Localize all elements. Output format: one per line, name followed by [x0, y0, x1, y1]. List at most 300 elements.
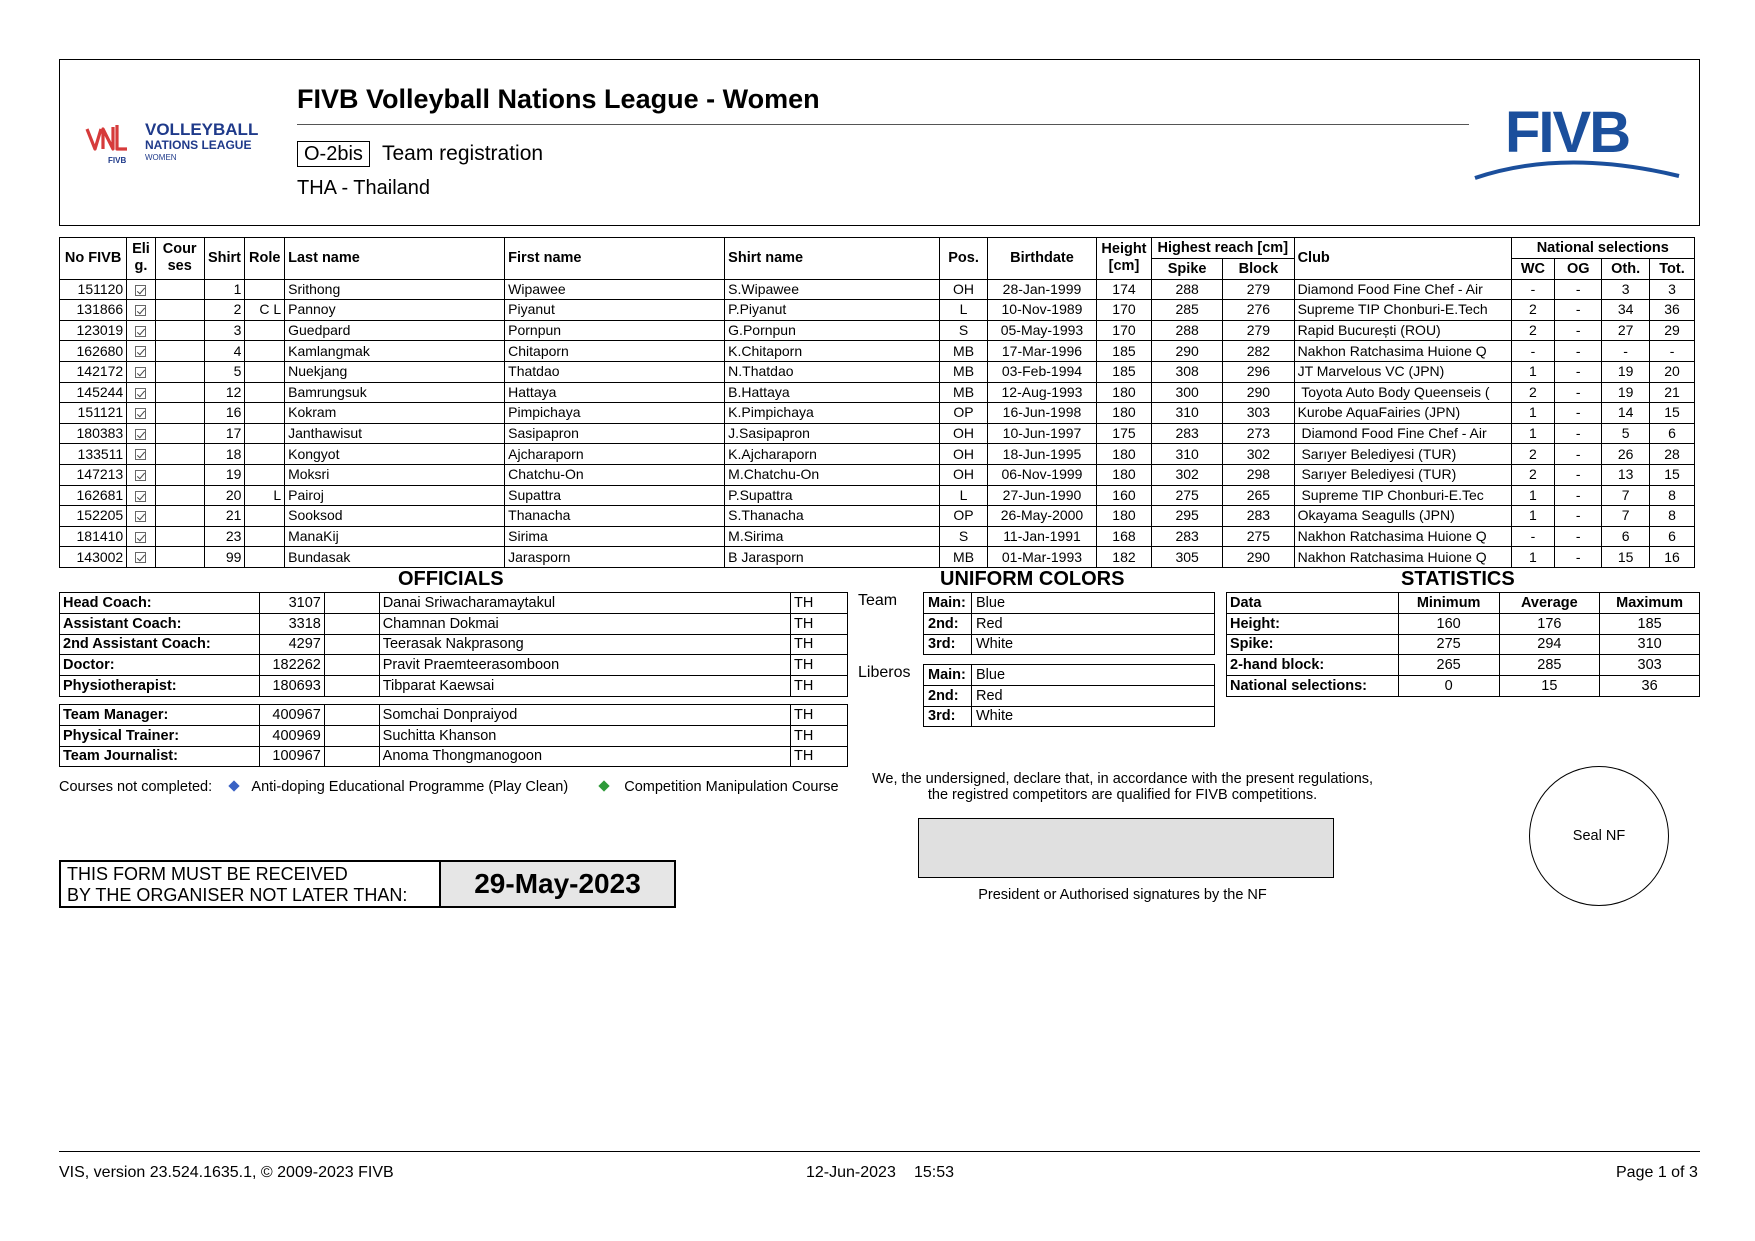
- stats-value: 36: [1600, 676, 1700, 697]
- cell-no-fivb: 133511: [60, 444, 127, 465]
- cell-club: Sarıyer Belediyesi (TUR): [1294, 464, 1511, 485]
- table-row: [60, 403, 1695, 424]
- checkbox-checked-icon: [135, 532, 146, 543]
- col-tot: Tot.: [1650, 258, 1695, 279]
- cell-pos: L: [940, 485, 988, 506]
- cell-pos: MB: [940, 382, 988, 403]
- table-row: [60, 485, 1695, 506]
- col-og: OG: [1555, 258, 1602, 279]
- official-name: Teerasak Nakprasong: [379, 634, 790, 655]
- cell-last-name: Bundasak: [285, 547, 505, 568]
- checkbox-checked-icon: [135, 429, 146, 440]
- cell-no-fivb: 151121: [60, 403, 127, 424]
- official-blank: [324, 655, 379, 676]
- cell-wc: -: [1511, 279, 1555, 300]
- uniform-color: Blue: [971, 593, 1214, 614]
- cell-shirt-name: N.Thatdao: [725, 361, 940, 382]
- uniform-row: [924, 634, 1215, 655]
- cell-tot: 15: [1650, 464, 1695, 485]
- deadline-box: [59, 860, 676, 908]
- cell-no-fivb: 162681: [60, 485, 127, 506]
- cell-first-name: Sasipapron: [505, 423, 725, 444]
- page-title: FIVB Volleyball Nations League - Women: [297, 84, 820, 114]
- declaration-line-2: the registred competitors are qualified for FIVB competitions.: [927, 787, 1318, 803]
- cell-tot: 8: [1650, 485, 1695, 506]
- cell-eligible: [127, 341, 156, 362]
- cell-oth: 27: [1602, 320, 1650, 341]
- cell-spike: 310: [1151, 444, 1222, 465]
- stats-row: [1227, 634, 1700, 655]
- cell-courses: [155, 341, 204, 362]
- cell-tot: 3: [1650, 279, 1695, 300]
- cell-shirt-name: G.Pornpun: [725, 320, 940, 341]
- cell-height: 185: [1096, 361, 1151, 382]
- official-row: [60, 705, 848, 726]
- seal-circle: [1529, 766, 1669, 906]
- cell-courses: [155, 403, 204, 424]
- cell-spike: 290: [1151, 341, 1222, 362]
- col-club: Club: [1294, 238, 1511, 280]
- cell-last-name: Sooksod: [285, 506, 505, 527]
- cell-oth: 3: [1602, 279, 1650, 300]
- official-no: 400967: [259, 705, 324, 726]
- table-row: [60, 300, 1695, 321]
- cell-oth: 7: [1602, 506, 1650, 527]
- cell-block: 303: [1223, 403, 1294, 424]
- cell-role: [245, 382, 285, 403]
- official-name: Suchitta Khanson: [379, 725, 790, 746]
- checkbox-checked-icon: [135, 491, 146, 502]
- cell-birthdate: 26-May-2000: [987, 506, 1096, 527]
- official-nat: TH: [791, 634, 848, 655]
- cell-birthdate: 11-Jan-1991: [987, 526, 1096, 547]
- stats-label: Height:: [1227, 613, 1399, 634]
- players-table: [59, 237, 1695, 568]
- cell-role: [245, 403, 285, 424]
- cell-tot: 20: [1650, 361, 1695, 382]
- cell-oth: 19: [1602, 382, 1650, 403]
- cell-club: Okayama Seagulls (JPN): [1294, 506, 1511, 527]
- footer-time: 15:53: [914, 1164, 955, 1181]
- cell-block: 276: [1223, 300, 1294, 321]
- official-name: Somchai Donpraiyod: [379, 705, 790, 726]
- footer-page: Page 1 of 3: [1616, 1164, 1698, 1181]
- cell-spike: 283: [1151, 526, 1222, 547]
- cell-shirt-name: P.Supattra: [725, 485, 940, 506]
- footer-divider: [59, 1151, 1700, 1152]
- cell-og: -: [1555, 300, 1602, 321]
- official-row: [60, 613, 848, 634]
- cell-last-name: Moksri: [285, 464, 505, 485]
- cell-og: -: [1555, 279, 1602, 300]
- cell-block: 275: [1223, 526, 1294, 547]
- official-nat: TH: [791, 613, 848, 634]
- cell-first-name: Chitaporn: [505, 341, 725, 362]
- official-nat: TH: [791, 655, 848, 676]
- table-row: [60, 320, 1695, 341]
- cell-club: Nakhon Ratchasima Huione Q: [1294, 526, 1511, 547]
- official-role: Team Journalist:: [60, 746, 260, 767]
- cell-block: 265: [1223, 485, 1294, 506]
- stats-col-average: Average: [1499, 593, 1600, 614]
- cell-last-name: Bamrungsuk: [285, 382, 505, 403]
- cell-courses: [155, 382, 204, 403]
- col-no-fivb: No FIVB: [60, 238, 127, 280]
- checkbox-checked-icon: [135, 305, 146, 316]
- uniform-liberos-label: Liberos: [858, 664, 911, 681]
- cell-pos: OH: [940, 444, 988, 465]
- cell-wc: -: [1511, 341, 1555, 362]
- official-blank: [324, 676, 379, 697]
- checkbox-checked-icon: [135, 326, 146, 337]
- cell-block: 290: [1223, 547, 1294, 568]
- deadline-date: 29-May-2023: [441, 862, 674, 906]
- cell-shirt: 12: [204, 382, 245, 403]
- cell-no-fivb: 147213: [60, 464, 127, 485]
- cell-club: Sarıyer Belediyesi (TUR): [1294, 444, 1511, 465]
- cell-spike: 310: [1151, 403, 1222, 424]
- official-role: Team Manager:: [60, 705, 260, 726]
- cell-block: 279: [1223, 320, 1294, 341]
- official-nat: TH: [791, 705, 848, 726]
- cell-shirt: 99: [204, 547, 245, 568]
- cell-tot: 16: [1650, 547, 1695, 568]
- cell-height: 170: [1096, 320, 1151, 341]
- cell-first-name: Thanacha: [505, 506, 725, 527]
- cell-og: -: [1555, 506, 1602, 527]
- cell-pos: OH: [940, 464, 988, 485]
- cell-eligible: [127, 423, 156, 444]
- official-blank: [324, 705, 379, 726]
- fivb-logo: [1473, 100, 1689, 190]
- cell-shirt: 1: [204, 279, 245, 300]
- declaration-text: [860, 771, 1385, 803]
- cell-no-fivb: 151120: [60, 279, 127, 300]
- cell-og: -: [1555, 485, 1602, 506]
- stats-value: 176: [1499, 613, 1600, 634]
- table-row: [60, 547, 1695, 568]
- cell-club: Toyota Auto Body Queenseis (: [1294, 382, 1511, 403]
- diamond-green-icon: [599, 780, 610, 791]
- uniform-row: [924, 706, 1215, 727]
- stats-col-maximum: Maximum: [1600, 593, 1700, 614]
- cell-spike: 305: [1151, 547, 1222, 568]
- uniform-row: [924, 613, 1215, 634]
- seal-label: Seal NF: [1572, 828, 1626, 844]
- stats-col-minimum: Minimum: [1398, 593, 1499, 614]
- cell-first-name: Sirima: [505, 526, 725, 547]
- courses-legend: [59, 779, 839, 795]
- cell-last-name: Kongyot: [285, 444, 505, 465]
- uniform-color: Red: [971, 685, 1214, 706]
- col-height: Height [cm]: [1096, 238, 1151, 280]
- cell-wc: 1: [1511, 506, 1555, 527]
- col-pos: Pos.: [940, 238, 988, 280]
- uniform-kind: 2nd:: [924, 613, 972, 634]
- cell-oth: 19: [1602, 361, 1650, 382]
- cell-club: Rapid București (ROU): [1294, 320, 1511, 341]
- uniform-color: Red: [971, 613, 1214, 634]
- cell-first-name: Pimpichaya: [505, 403, 725, 424]
- official-role: 2nd Assistant Coach:: [60, 634, 260, 655]
- cell-pos: S: [940, 320, 988, 341]
- cell-courses: [155, 485, 204, 506]
- cell-eligible: [127, 547, 156, 568]
- table-row: [60, 464, 1695, 485]
- form-code: O-2bis: [297, 141, 370, 167]
- cell-height: 180: [1096, 464, 1151, 485]
- vnl-logo: [83, 115, 283, 165]
- cell-birthdate: 18-Jun-1995: [987, 444, 1096, 465]
- table-row: [60, 361, 1695, 382]
- cell-role: C L: [245, 300, 285, 321]
- cell-no-fivb: 145244: [60, 382, 127, 403]
- cell-wc: 2: [1511, 444, 1555, 465]
- uniform-kind: 3rd:: [924, 706, 972, 727]
- cell-last-name: Pairoj: [285, 485, 505, 506]
- official-row: [60, 655, 848, 676]
- cell-first-name: Wipawee: [505, 279, 725, 300]
- cell-role: [245, 341, 285, 362]
- cell-birthdate: 12-Aug-1993: [987, 382, 1096, 403]
- stats-row: [1227, 676, 1700, 697]
- cell-pos: L: [940, 300, 988, 321]
- cell-club: Diamond Food Fine Chef - Air: [1294, 279, 1511, 300]
- uniform-row: [924, 665, 1215, 686]
- official-no: 3318: [259, 613, 324, 634]
- signature-box[interactable]: [918, 818, 1334, 878]
- cell-eligible: [127, 506, 156, 527]
- cell-first-name: Piyanut: [505, 300, 725, 321]
- official-name: Danai Sriwacharamaytakul: [379, 593, 790, 614]
- cell-og: -: [1555, 464, 1602, 485]
- cell-oth: 15: [1602, 547, 1650, 568]
- svg-text:WOMEN: WOMEN: [145, 153, 177, 162]
- cell-birthdate: 05-May-1993: [987, 320, 1096, 341]
- checkbox-checked-icon: [135, 388, 146, 399]
- cell-wc: -: [1511, 526, 1555, 547]
- stats-col-data: Data: [1227, 593, 1399, 614]
- cell-shirt-name: K.Pimpichaya: [725, 403, 940, 424]
- col-last-name: Last name: [285, 238, 505, 280]
- official-role: Assistant Coach:: [60, 613, 260, 634]
- official-nat: TH: [791, 676, 848, 697]
- checkbox-checked-icon: [135, 470, 146, 481]
- cell-shirt: 19: [204, 464, 245, 485]
- col-shirt-name: Shirt name: [725, 238, 940, 280]
- cell-block: 279: [1223, 279, 1294, 300]
- cell-tot: 28: [1650, 444, 1695, 465]
- svg-text:FIVB: FIVB: [108, 156, 127, 165]
- cell-block: 290: [1223, 382, 1294, 403]
- cell-og: -: [1555, 547, 1602, 568]
- cell-shirt-name: K.Ajcharaporn: [725, 444, 940, 465]
- uniform-team-label: Team: [858, 592, 898, 609]
- cell-last-name: Guedpard: [285, 320, 505, 341]
- cell-last-name: Pannoy: [285, 300, 505, 321]
- official-row: [60, 725, 848, 746]
- stats-row: [1227, 655, 1700, 676]
- stats-row: [1227, 613, 1700, 634]
- cell-tot: 36: [1650, 300, 1695, 321]
- cell-shirt: 18: [204, 444, 245, 465]
- col-oth: Oth.: [1602, 258, 1650, 279]
- cell-shirt-name: M.Sirima: [725, 526, 940, 547]
- cell-birthdate: 03-Feb-1994: [987, 361, 1096, 382]
- course-competition-manipulation: Competition Manipulation Course: [624, 779, 839, 795]
- cell-eligible: [127, 485, 156, 506]
- col-spike: Spike: [1151, 258, 1222, 279]
- checkbox-checked-icon: [135, 511, 146, 522]
- cell-shirt: 23: [204, 526, 245, 547]
- stats-value: 285: [1499, 655, 1600, 676]
- cell-shirt: 2: [204, 300, 245, 321]
- declaration-line-1: We, the undersigned, declare that, in accordance with the present regulations,: [871, 771, 1374, 787]
- team-name: THA - Thailand: [297, 177, 431, 199]
- cell-eligible: [127, 320, 156, 341]
- table-row: [60, 341, 1695, 362]
- cell-og: -: [1555, 403, 1602, 424]
- stats-value: 275: [1398, 634, 1499, 655]
- cell-spike: 302: [1151, 464, 1222, 485]
- uniform-row: [924, 593, 1215, 614]
- cell-club: Nakhon Ratchasima Huione Q: [1294, 547, 1511, 568]
- cell-last-name: ManaKij: [285, 526, 505, 547]
- cell-birthdate: 01-Mar-1993: [987, 547, 1096, 568]
- col-block: Block: [1223, 258, 1294, 279]
- official-role: Doctor:: [60, 655, 260, 676]
- cell-block: 282: [1223, 341, 1294, 362]
- official-role: Physical Trainer:: [60, 725, 260, 746]
- cell-first-name: Jarasporn: [505, 547, 725, 568]
- cell-tot: 15: [1650, 403, 1695, 424]
- cell-no-fivb: 131866: [60, 300, 127, 321]
- cell-shirt-name: K.Chitaporn: [725, 341, 940, 362]
- cell-wc: 1: [1511, 423, 1555, 444]
- cell-role: [245, 423, 285, 444]
- cell-block: 296: [1223, 361, 1294, 382]
- official-blank: [324, 634, 379, 655]
- cell-last-name: Nuekjang: [285, 361, 505, 382]
- cell-wc: 2: [1511, 464, 1555, 485]
- cell-oth: -: [1602, 341, 1650, 362]
- official-row: [60, 676, 848, 697]
- cell-first-name: Pornpun: [505, 320, 725, 341]
- cell-og: -: [1555, 444, 1602, 465]
- svg-text:FIVB: FIVB: [1505, 100, 1630, 165]
- cell-height: 160: [1096, 485, 1151, 506]
- form-name: Team registration: [382, 142, 544, 165]
- cell-eligible: [127, 361, 156, 382]
- uniform-kind: Main:: [924, 665, 972, 686]
- officials-title: OFFICIALS: [398, 568, 504, 590]
- official-role: Head Coach:: [60, 593, 260, 614]
- cell-last-name: Kamlangmak: [285, 341, 505, 362]
- table-row: [60, 444, 1695, 465]
- cell-spike: 288: [1151, 320, 1222, 341]
- stats-label: Spike:: [1227, 634, 1399, 655]
- cell-height: 180: [1096, 444, 1151, 465]
- cell-birthdate: 06-Nov-1999: [987, 464, 1096, 485]
- cell-shirt-name: J.Sasipapron: [725, 423, 940, 444]
- cell-birthdate: 10-Jun-1997: [987, 423, 1096, 444]
- cell-tot: 29: [1650, 320, 1695, 341]
- cell-shirt: 4: [204, 341, 245, 362]
- col-wc: WC: [1511, 258, 1555, 279]
- cell-courses: [155, 300, 204, 321]
- official-blank: [324, 613, 379, 634]
- col-role: Role: [245, 238, 285, 280]
- uniform-kind: 2nd:: [924, 685, 972, 706]
- signature-caption: President or Authorised signatures by the NF: [978, 887, 1267, 903]
- cell-block: 298: [1223, 464, 1294, 485]
- cell-spike: 285: [1151, 300, 1222, 321]
- cell-oth: 26: [1602, 444, 1650, 465]
- cell-birthdate: 10-Nov-1989: [987, 300, 1096, 321]
- officials-table-1: [59, 592, 848, 697]
- official-no: 182262: [259, 655, 324, 676]
- col-shirt: Shirt: [204, 238, 245, 280]
- cell-courses: [155, 279, 204, 300]
- cell-height: 180: [1096, 403, 1151, 424]
- official-nat: TH: [791, 746, 848, 767]
- stats-label: 2-hand block:: [1227, 655, 1399, 676]
- cell-no-fivb: 152205: [60, 506, 127, 527]
- courses-label: Courses not completed:: [59, 779, 213, 795]
- cell-wc: 1: [1511, 403, 1555, 424]
- cell-courses: [155, 526, 204, 547]
- cell-courses: [155, 506, 204, 527]
- cell-club: Supreme TIP Chonburi-E.Tech: [1294, 300, 1511, 321]
- cell-first-name: Thatdao: [505, 361, 725, 382]
- official-no: 180693: [259, 676, 324, 697]
- cell-no-fivb: 142172: [60, 361, 127, 382]
- cell-block: 283: [1223, 506, 1294, 527]
- cell-first-name: Supattra: [505, 485, 725, 506]
- cell-block: 273: [1223, 423, 1294, 444]
- statistics-title: STATISTICS: [1401, 568, 1515, 590]
- official-name: Pravit Praemteerasomboon: [379, 655, 790, 676]
- cell-no-fivb: 181410: [60, 526, 127, 547]
- cell-tot: -: [1650, 341, 1695, 362]
- cell-shirt-name: P.Piyanut: [725, 300, 940, 321]
- uniform-kind: Main:: [924, 593, 972, 614]
- cell-no-fivb: 180383: [60, 423, 127, 444]
- cell-pos: S: [940, 526, 988, 547]
- footer-version: VIS, version 23.524.1635.1, © 2009-2023 FIVB: [59, 1164, 394, 1181]
- stats-value: 294: [1499, 634, 1600, 655]
- cell-eligible: [127, 464, 156, 485]
- deadline-line-2: BY THE ORGANISER NOT LATER THAN:: [67, 885, 408, 905]
- cell-wc: 1: [1511, 485, 1555, 506]
- deadline-line-1: THIS FORM MUST BE RECEIVED: [67, 864, 348, 884]
- player-rows: [60, 279, 1695, 567]
- cell-role: [245, 526, 285, 547]
- cell-club: Diamond Food Fine Chef - Air: [1294, 423, 1511, 444]
- official-no: 3107: [259, 593, 324, 614]
- cell-no-fivb: 162680: [60, 341, 127, 362]
- table-row: [60, 423, 1695, 444]
- cell-courses: [155, 464, 204, 485]
- cell-club: JT Marvelous VC (JPN): [1294, 361, 1511, 382]
- cell-oth: 7: [1602, 485, 1650, 506]
- cell-pos: OP: [940, 403, 988, 424]
- official-nat: TH: [791, 725, 848, 746]
- cell-role: [245, 320, 285, 341]
- cell-eligible: [127, 444, 156, 465]
- statistics-table: [1226, 592, 1700, 697]
- table-row: [60, 506, 1695, 527]
